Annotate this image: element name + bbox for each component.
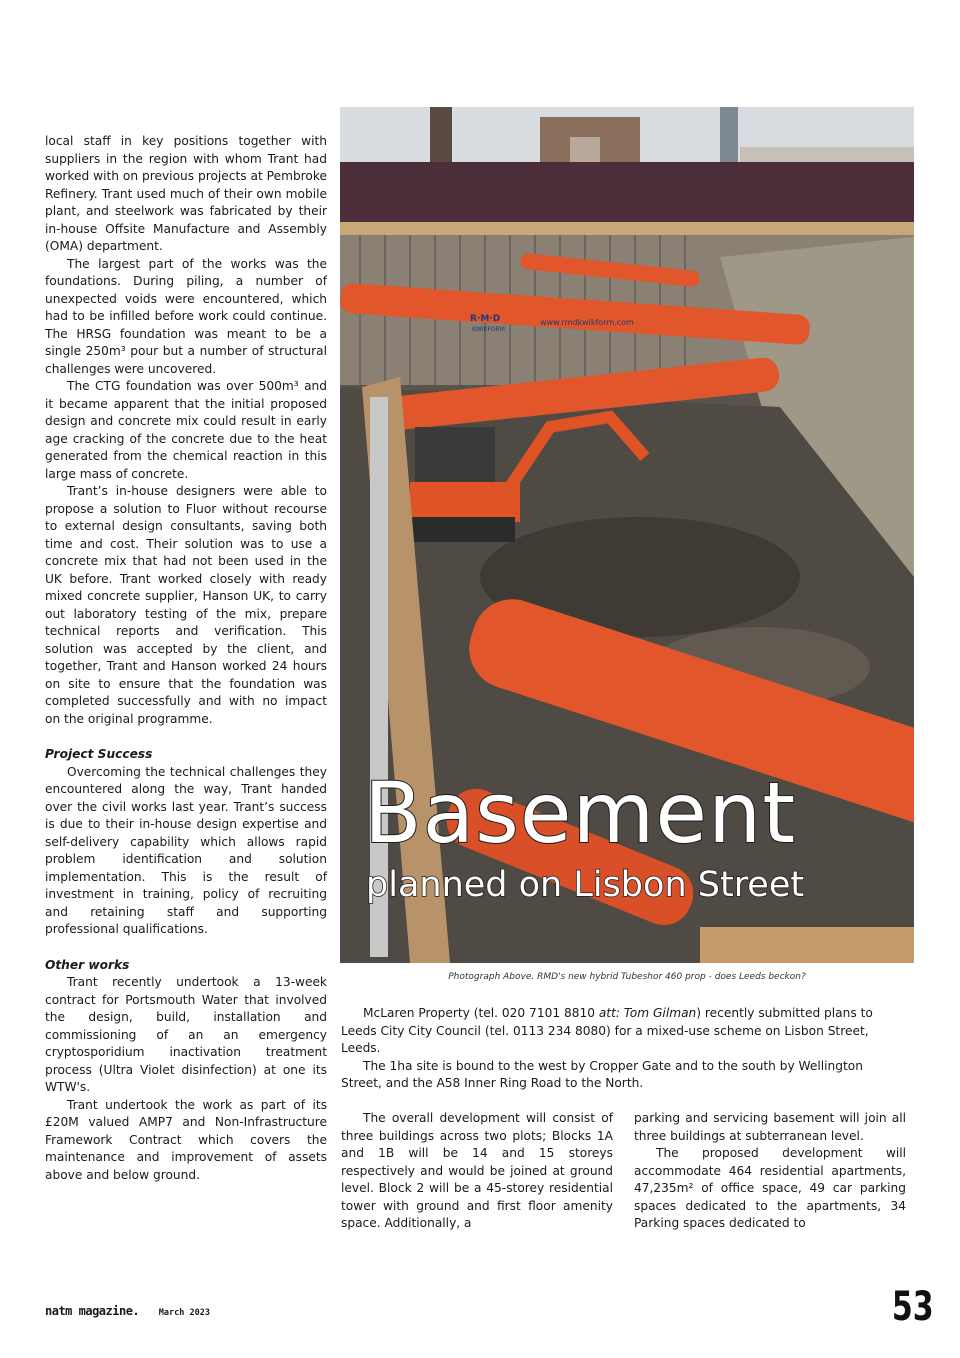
intro-text-pre: McLaren Property (tel. 020 7101 8810	[363, 1006, 599, 1020]
body-paragraph: Trant’s in-house designers were able to propose a solution to Fluor without recourse to external design consultants, saving both time and cost. Their solution was to use a concrete mix that had not been used in the UK before. Trant worked closely with ready mixed concrete supplier, Hanson UK, to carry out laboratory testing of the mix, prepare technical reports and verification. This solution was accepted by the client, and together, Trant and Hanson worked 24 hours on site to ensure that the foundation was completed successfully and with no impact on the original programme.	[45, 484, 327, 726]
headline-subtitle: planned on Lisbon Street	[366, 865, 805, 905]
right-column	[634, 1110, 906, 1233]
prop-brand: R·M·D	[470, 314, 501, 324]
magazine-name: natm magazine.	[45, 1304, 140, 1318]
body-paragraph: local staff in key positions together with suppliers in the region with whom Trant had worked with on previous projects at Pembroke Refinery. Trant used much of their own mobile plant, and steelwork was fabricated by their in-house Offsite Manufacture and Assembly (OMA) department.	[45, 134, 327, 253]
page-number: 53	[892, 1284, 934, 1330]
body-paragraph: The CTG foundation was over 500m³ and it became apparent that the initial proposed design and concrete mix could result in early age cracking of the concrete due to the heat generated from the chemical reaction in this large mass of concrete.	[45, 379, 327, 481]
body-paragraph: Trant undertook the work as part of its £20M valued AMP7 and Non-Infrastructure Framework Contract which covers the maintenance and improvement of assets above and below ground.	[45, 1097, 327, 1182]
body-paragraph: The largest part of the works was the foundations. During piling, a number of unexpected voids were encountered, which had to be infilled before work could continue. The HRSG foundation was meant to be a single 250m³ pour but a number of structural challenges were uncovered.	[45, 256, 327, 376]
section-heading-project-success: Project Success	[45, 747, 153, 761]
middle-column	[341, 1110, 613, 1233]
intro-paragraph: The 1ha site is bound to the west by Cropper Gate and to the south by Wellington Street, and the A58 Inner Ring Road to the North.	[341, 1058, 863, 1090]
left-column	[45, 133, 327, 1184]
intro-paragraph	[341, 1005, 903, 1058]
body-paragraph: The proposed development will accommodate 464 residential apartments, 47,235m² of office space, 49 car parking spaces dedicated to the apartments, 34 Parking spaces dedicated to	[634, 1146, 906, 1230]
body-paragraph: Overcoming the technical challenges they encountered along the way, Trant handed over the civil works last year. Trant’s success is due to their in-house design expertise and self-delivery capability which allows rapid problem identification and solution implementation. This is the result of investment in training, policy of recruiting and retaining staff and supporting professional qualifications.	[45, 764, 327, 936]
feature-intro	[341, 1005, 903, 1093]
prop-brand-sub: KWIKFORM	[472, 326, 505, 333]
prop-url: www.rmdkwikform.com	[540, 318, 634, 327]
feature-headline	[364, 765, 904, 907]
intro-text-post: ) recently submitted plans to Leeds City City Council (tel. 0113 234 8080) for a mixed-use scheme on Lisbon Street, Leeds.	[341, 1006, 873, 1055]
photo-caption: Photograph Above. RMD's new hybrid Tubeshor 460 prop - does Leeds beckon?	[448, 972, 806, 982]
body-paragraph: Trant recently undertook a 13-week contract for Portsmouth Water that involved the design, build, installation and commissioning of an an emergency cryptosporidium inactivation treatment process (Ultra Violet disinfection) at one its WTW's.	[45, 975, 327, 1094]
body-paragraph: The overall development will consist of three buildings across two plots; Blocks 1A and 1B will be 14 and 15 storeys respectively and would be joined at ground level. Block 2 will be a 45-storey residential tower with ground and first floor amenity space. Additionally, a	[341, 1111, 613, 1230]
issue-date: March 2023	[158, 1308, 210, 1318]
headline-title: Basement	[364, 764, 797, 862]
intro-contact: att: Tom Gilman	[598, 1006, 697, 1020]
footer	[45, 1300, 210, 1319]
body-paragraph: parking and servicing basement will join all three buildings at subterranean level.	[634, 1111, 906, 1143]
section-heading-other-works: Other works	[45, 957, 130, 972]
